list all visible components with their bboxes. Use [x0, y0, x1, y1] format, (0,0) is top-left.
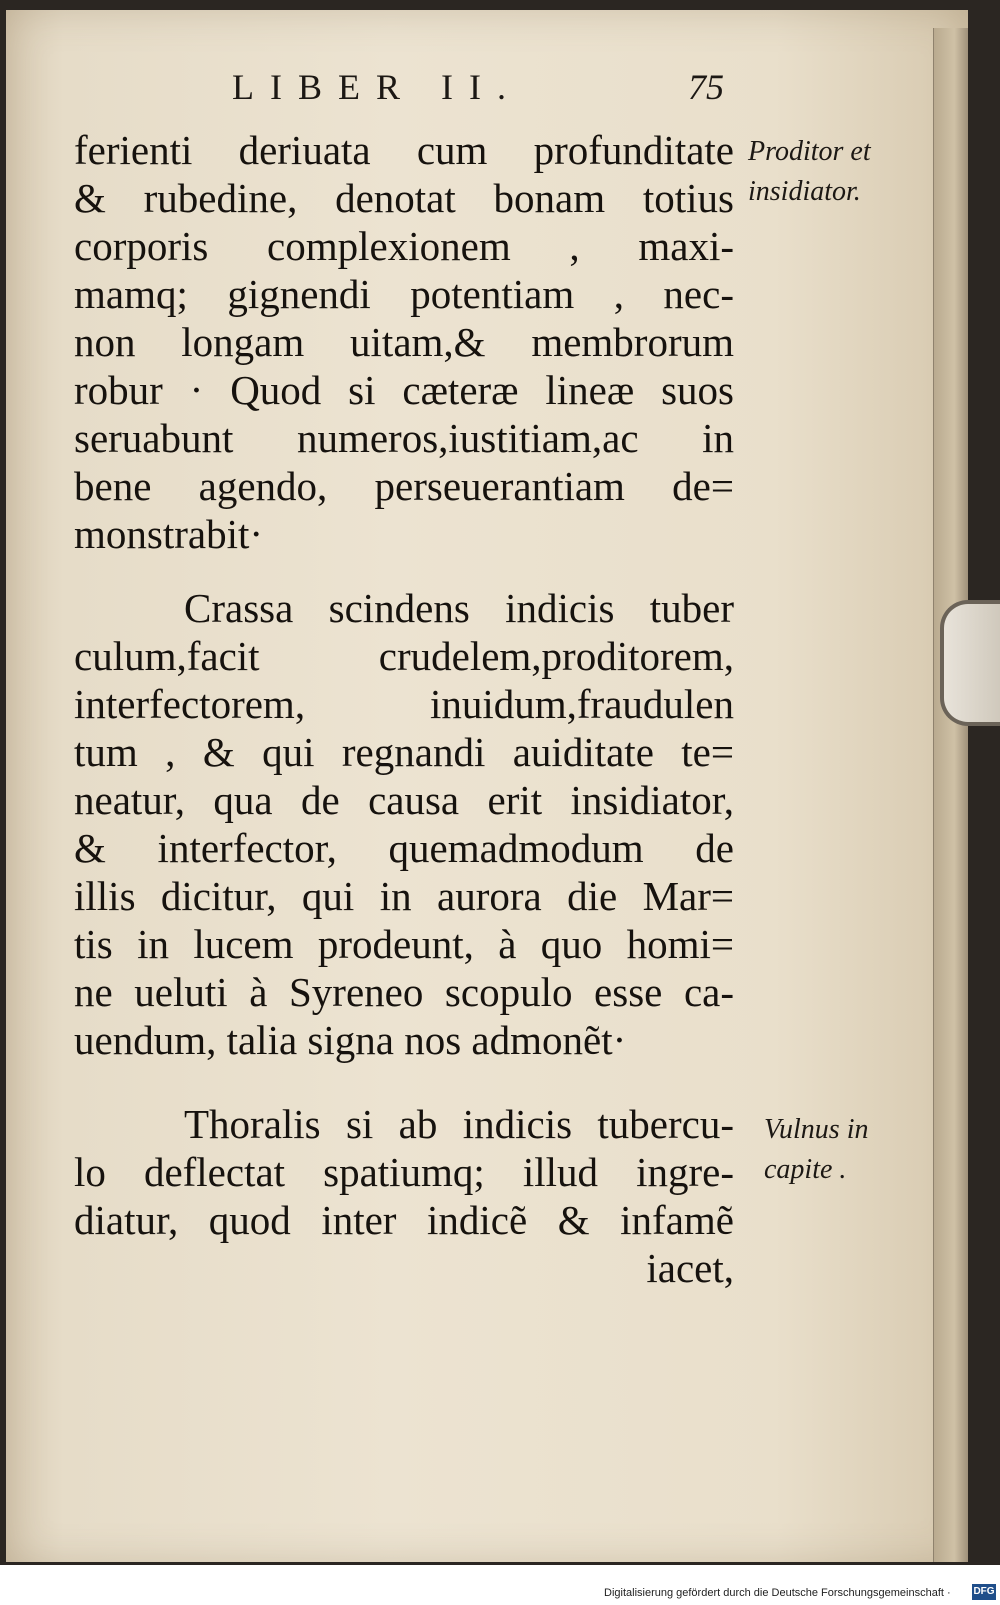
margin-note-proditor [748, 132, 871, 212]
text-line: neatur, qua de causa erit insidiator, [74, 777, 734, 823]
text-line: culum,facit crudelem,proditorem, [74, 633, 734, 679]
text-line: Thoralis si ab indicis tubercu- [184, 1101, 734, 1147]
footer-band [0, 1565, 1000, 1605]
paragraph-2 [74, 584, 734, 1064]
margin-note-line: Proditor et [748, 136, 871, 167]
text-line: ne ueluti à Syreneo scopulo esse ca- [74, 969, 734, 1015]
margin-note-line: Vulnus in [764, 1114, 869, 1145]
text-line: lo deflectat spatiumq; illud ingre- [74, 1149, 734, 1195]
catchword: iacet, [646, 1245, 734, 1291]
text-line: corporis complexionem , maxi- [74, 223, 734, 269]
text-line: non longam uitam,& membrorum [74, 319, 734, 365]
paragraph-3 [74, 1100, 734, 1292]
paragraph-1 [74, 126, 734, 558]
text-line: & interfector, quemadmodum de [74, 825, 734, 871]
text-line: bene agendo, perseuerantiam de= [74, 463, 734, 509]
text-line: illis dicitur, qui in aurora die Mar= [74, 873, 734, 919]
page-number: 75 [688, 67, 724, 107]
running-title: LIBER II. [232, 67, 522, 107]
text-line: Crassa scindens indicis tuber [184, 585, 734, 631]
text-line: mamq; gignendi potentiam , nec- [74, 271, 734, 317]
text-line: diatur, quod inter indicẽ & infamẽ [74, 1197, 734, 1243]
text-line: ferienti deriuata cum profunditate [74, 127, 734, 173]
margin-note-line: insidiator. [748, 176, 861, 207]
text-line: monstrabit· [74, 511, 264, 557]
text-line: robur · Quod si cæteræ lineæ suos [74, 367, 734, 413]
digitization-credit: Digitalisierung gefördert durch die Deutsche Forschungsgemeinschaft · [604, 1587, 951, 1599]
dfg-logo: DFG [972, 1584, 996, 1600]
page-edge [933, 28, 968, 1568]
text-line: uendum, talia signa nos admonẽt· [74, 1017, 627, 1063]
text-line: seruabunt numeros,iustitiam,ac in [74, 415, 734, 461]
page-clip [940, 600, 1000, 726]
text-line: interfectorem, inuidum,fraudulen [74, 681, 734, 727]
margin-note-line: capite . [764, 1154, 847, 1185]
text-line: tis in lucem prodeunt, à quo homi= [74, 921, 734, 967]
margin-note-vulnus [764, 1110, 868, 1190]
text-line: & rubedine, denotat bonam totius [74, 175, 734, 221]
text-line: tum , & qui regnandi auiditate te= [74, 729, 734, 775]
